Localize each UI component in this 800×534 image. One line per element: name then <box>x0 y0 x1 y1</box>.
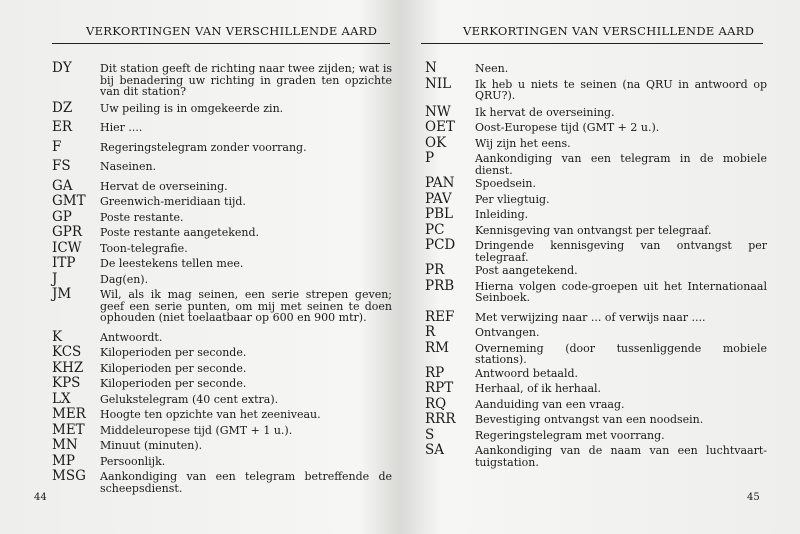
abbreviation-code: PBL <box>425 206 453 222</box>
abbreviation-entry <box>425 136 767 152</box>
abbreviation-meaning: Dag(en). <box>100 272 149 286</box>
abbreviation-code: RP <box>425 364 445 381</box>
abbreviation-meaning: Antwoord betaald. <box>475 366 579 380</box>
abbreviation-meaning: Wil, als ik mag seinen, een serie strepen geven; geef een serie punten, om mij met seinen te doen ophouden (niet toelaatbaar op 600 en 900 mtr). <box>100 288 392 324</box>
abbreviation-meaning: Neen. <box>475 62 509 75</box>
abbreviation-meaning: Hierna volgen code-groepen uit het Internationaal Seinboek. <box>475 279 767 304</box>
abbreviation-list <box>52 61 392 494</box>
abbreviation-meaning: Ontvangen. <box>475 326 540 339</box>
abbreviation-entry <box>425 341 767 366</box>
abbreviation-meaning: Kennisgeving van ontvangst per telegraaf. <box>475 223 712 237</box>
abbreviation-meaning: Post aangetekend. <box>475 264 578 277</box>
abbreviation-entry <box>425 366 767 382</box>
page-number: 45 <box>747 492 760 503</box>
abbreviation-meaning: Ik heb u niets te seinen (na QRU in antwoord op QRU?). <box>475 77 767 102</box>
abbreviation-entry <box>425 176 767 192</box>
abbreviation-code: RQ <box>425 395 447 412</box>
abbreviation-entry <box>52 140 392 156</box>
abbreviation-code: KPS <box>52 375 81 391</box>
abbreviation-meaning: Persoonlijk. <box>100 454 166 468</box>
abbreviation-meaning: Ik hervat de overseining. <box>475 105 615 119</box>
abbreviation-code: PR <box>425 262 445 278</box>
abbreviation-entry <box>52 361 392 377</box>
page-number: 44 <box>34 492 47 503</box>
abbreviation-meaning: De leestekens tellen mee. <box>100 257 244 270</box>
abbreviation-entry <box>52 256 392 272</box>
abbreviation-meaning: Per vliegtuig. <box>475 192 550 206</box>
abbreviation-entry <box>52 376 392 392</box>
abbreviation-meaning: Dit station geeft de richting naar twee zijden; wat is bij benadering uw richting in graden ten opzichte van dit station? <box>100 62 392 98</box>
abbreviation-meaning: Aankondiging van een telegram in de mobiele dienst. <box>475 152 767 177</box>
abbreviation-entry <box>52 225 392 241</box>
abbreviation-entry <box>425 120 767 136</box>
abbreviation-meaning: Aanduiding van een vraag. <box>475 397 625 411</box>
abbreviation-code: FS <box>52 158 71 174</box>
abbreviation-code: MER <box>52 406 86 422</box>
abbreviation-entry <box>425 310 767 326</box>
abbreviation-code: JM <box>52 286 72 302</box>
abbreviation-meaning: Gelukstelegram (40 cent extra). <box>100 392 279 406</box>
abbreviation-code: DZ <box>52 99 73 116</box>
abbreviation-entry <box>425 77 767 102</box>
abbreviation-meaning: Wij zijn het eens. <box>475 136 571 150</box>
abbreviation-code: REF <box>425 308 455 325</box>
abbreviation-entry <box>425 263 767 279</box>
abbreviation-meaning: Middeleuropese tijd (GMT + 1 u.). <box>100 423 293 437</box>
abbreviation-code: RM <box>425 339 449 356</box>
abbreviation-meaning: Overneming (door tussenliggende mobiele stations). <box>475 341 767 366</box>
abbreviation-code: ER <box>52 119 73 135</box>
abbreviation-entry <box>52 454 392 470</box>
abbreviation-meaning: Hoogte ten opzichte van het zeeniveau. <box>100 408 321 421</box>
abbreviation-meaning: Herhaal, of ik herhaal. <box>475 382 602 395</box>
header-rule <box>421 43 763 44</box>
abbreviation-code: RPT <box>425 380 454 396</box>
abbreviation-code: GMT <box>52 193 86 209</box>
abbreviation-meaning: Greenwich-meridiaan tijd. <box>100 195 246 208</box>
abbreviation-meaning: Spoedsein. <box>475 177 537 190</box>
abbreviation-code: R <box>425 324 436 340</box>
abbreviation-entry <box>425 238 767 263</box>
abbreviation-entry <box>52 287 392 324</box>
abbreviation-meaning: Kiloperioden per seconde. <box>100 346 247 359</box>
abbreviation-entry <box>425 192 767 208</box>
abbreviation-code: S <box>425 426 435 443</box>
abbreviation-entry <box>425 428 767 444</box>
abbreviation-entry <box>52 438 392 454</box>
abbreviation-entry <box>52 179 392 195</box>
abbreviation-meaning: Uw peiling is in omgekeerde zin. <box>100 101 284 115</box>
abbreviation-entry <box>425 279 767 304</box>
abbreviation-code: MSG <box>52 468 86 484</box>
abbreviation-list <box>425 61 767 468</box>
abbreviation-entry <box>425 207 767 223</box>
abbreviation-code: K <box>52 328 63 345</box>
abbreviation-meaning: Antwoordt. <box>100 330 163 344</box>
abbreviation-entry <box>52 159 392 175</box>
abbreviation-entry <box>52 241 392 257</box>
abbreviation-entry <box>52 120 392 136</box>
abbreviation-entry <box>52 194 392 210</box>
abbreviation-code: ITP <box>52 255 76 271</box>
abbreviation-code: MP <box>52 452 75 469</box>
abbreviation-code: DY <box>52 60 72 76</box>
right-page <box>405 0 800 534</box>
abbreviation-entry <box>52 392 392 408</box>
abbreviation-meaning: Regeringstelegram zonder voorrang. <box>100 140 307 154</box>
abbreviation-entry <box>52 210 392 226</box>
abbreviation-meaning: Oost-Europese tijd (GMT + 2 u.). <box>475 121 660 134</box>
abbreviation-entry <box>425 325 767 341</box>
abbreviation-meaning: Bevestiging ontvangst van een noodsein. <box>475 413 704 426</box>
abbreviation-entry <box>425 443 767 468</box>
abbreviation-entry <box>425 381 767 397</box>
abbreviation-code: KCS <box>52 344 82 360</box>
abbreviation-entry <box>52 407 392 423</box>
abbreviation-entry <box>425 412 767 428</box>
header-rule <box>52 43 390 44</box>
page-header: VERKORTINGEN VAN VERSCHILLENDE AARD <box>463 24 755 38</box>
abbreviation-entry <box>425 397 767 413</box>
abbreviation-entry <box>52 272 392 288</box>
abbreviation-code: GP <box>52 208 72 225</box>
abbreviation-meaning: Regeringstelegram met voorrang. <box>475 428 665 442</box>
abbreviation-code: MET <box>52 421 85 438</box>
abbreviation-entry <box>52 61 392 98</box>
abbreviation-meaning: Hervat de overseining. <box>100 179 228 193</box>
abbreviation-meaning: Kiloperioden per seconde. <box>100 377 247 390</box>
abbreviation-meaning: Naseinen. <box>100 160 157 173</box>
abbreviation-entry <box>52 101 392 117</box>
abbreviation-code: GPR <box>52 224 83 240</box>
abbreviation-code: P <box>425 150 435 166</box>
abbreviation-code: GA <box>52 177 73 194</box>
abbreviation-entry <box>52 423 392 439</box>
abbreviation-code: PC <box>425 221 445 238</box>
abbreviation-entry <box>52 330 392 346</box>
abbreviation-code: J <box>52 270 58 287</box>
page-header: VERKORTINGEN VAN VERSCHILLENDE AARD <box>86 24 378 38</box>
abbreviation-entry <box>425 105 767 121</box>
abbreviation-entry <box>425 61 767 77</box>
abbreviation-entry <box>52 469 392 494</box>
abbreviation-meaning: Aankondiging van de naam van een luchtvaart-tuigstation. <box>475 444 767 469</box>
abbreviation-entry <box>425 151 767 176</box>
abbreviation-code: ICW <box>52 239 82 256</box>
abbreviation-entry <box>425 223 767 239</box>
abbreviation-meaning: Poste restante aangetekend. <box>100 226 260 239</box>
abbreviation-meaning: Poste restante. <box>100 210 184 224</box>
abbreviation-meaning: Aankondiging van een telegram betreffende de scheepsdienst. <box>100 470 392 495</box>
abbreviation-code: LX <box>52 390 71 407</box>
abbreviation-code: N <box>425 60 437 76</box>
abbreviation-meaning: Toon-telegrafie. <box>100 241 188 255</box>
abbreviation-code: PAV <box>425 190 452 207</box>
abbreviation-code: SA <box>425 442 444 458</box>
abbreviation-code: PRB <box>425 277 455 294</box>
abbreviation-meaning: Kiloperioden per seconde. <box>100 361 247 375</box>
abbreviation-code: PAN <box>425 175 455 191</box>
abbreviation-code: F <box>52 138 62 155</box>
abbreviation-meaning: Inleiding. <box>475 208 529 221</box>
abbreviation-meaning: Minuut (minuten). <box>100 439 203 452</box>
abbreviation-code: MN <box>52 437 78 453</box>
abbreviation-meaning: Dringende kennisgeving van ontvangst per telegraaf. <box>475 239 767 264</box>
abbreviation-meaning: Met verwijzing naar ... of verwijs naar .... <box>475 310 706 324</box>
abbreviation-code: PCD <box>425 237 456 253</box>
abbreviation-code: NIL <box>425 75 452 92</box>
abbreviation-code: OET <box>425 119 455 135</box>
abbreviation-meaning: Hier .... <box>100 121 143 134</box>
abbreviation-code: KHZ <box>52 359 84 376</box>
abbreviation-code: OK <box>425 134 447 151</box>
abbreviation-code: NW <box>425 103 451 120</box>
abbreviation-code: RRR <box>425 411 456 427</box>
abbreviation-entry <box>52 345 392 361</box>
